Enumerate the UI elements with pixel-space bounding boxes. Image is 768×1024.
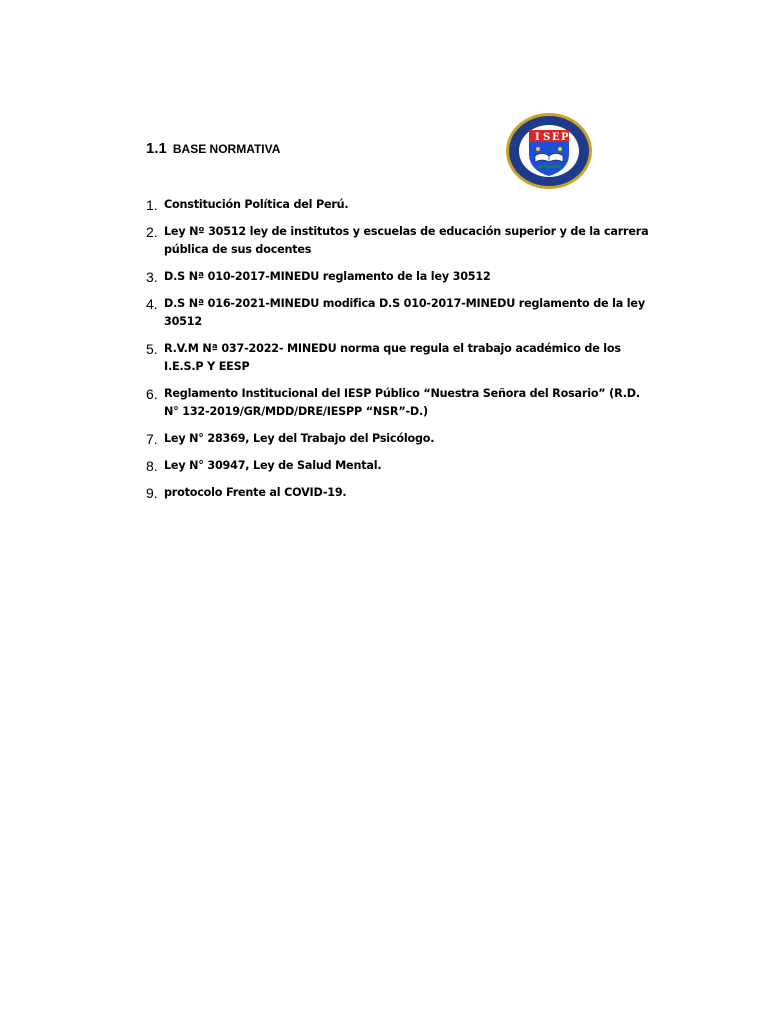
- list-item: [146, 223, 656, 259]
- section-heading: [146, 140, 280, 157]
- logo-letter-s: S: [543, 132, 551, 143]
- list-item-text: Reglamento Institucional del IESP Público “Nuestra Señora del Rosario” (R.D. N° 132-2019/GR/MDD/DRE/IESPP “NSR”-D.): [164, 387, 640, 418]
- list-item-number: 8.: [146, 458, 158, 474]
- list-item: [146, 484, 656, 502]
- list-item: [146, 340, 656, 376]
- list-item-text: D.S Nª 016-2021-MINEDU modifica D.S 010-2017-MINEDU reglamento de la ley 30512: [164, 297, 645, 328]
- logo-letter-p: P: [561, 132, 569, 143]
- list-item-text: Constitución Política del Perú.: [164, 198, 349, 211]
- logo-accent-right: [558, 147, 562, 151]
- list-item-number: 7.: [146, 431, 158, 447]
- list-item: [146, 295, 656, 331]
- list-item-number: 4.: [146, 296, 158, 312]
- list-item: [146, 457, 656, 475]
- logo-accent-left: [536, 147, 540, 151]
- list-item-number: 1.: [146, 197, 158, 213]
- institute-logo: [505, 112, 593, 190]
- logo-ribbon: [537, 165, 561, 168]
- list-item-text: Ley Nº 30512 ley de institutos y escuelas de educación superior y de la carrera pública de sus docentes: [164, 225, 649, 256]
- list-item-text: Ley N° 28369, Ley del Trabajo del Psicólogo.: [164, 432, 435, 445]
- list-item-number: 2.: [146, 224, 158, 240]
- regulation-list: [146, 196, 656, 511]
- list-item: [146, 430, 656, 448]
- section-title: BASE NORMATIVA: [172, 142, 281, 156]
- list-item-text: D.S Nª 010-2017-MINEDU reglamento de la ley 30512: [164, 270, 491, 283]
- list-item-number: 3.: [146, 269, 158, 285]
- list-item-text: protocolo Frente al COVID-19.: [164, 486, 347, 499]
- list-item-text: Ley N° 30947, Ley de Salud Mental.: [164, 459, 382, 472]
- list-item-number: 6.: [146, 386, 158, 402]
- list-item: [146, 385, 656, 421]
- list-item-text: R.V.M Nª 037-2022- MINEDU norma que regula el trabajo académico de los I.E.S.P Y EESP: [164, 342, 621, 373]
- logo-letter-i: I: [535, 132, 540, 143]
- list-item: [146, 196, 656, 214]
- list-item-number: 9.: [146, 485, 158, 501]
- section-number: 1.1: [146, 140, 167, 157]
- logo-letter-e: E: [552, 132, 560, 143]
- list-item-number: 5.: [146, 341, 158, 357]
- list-item: [146, 268, 656, 286]
